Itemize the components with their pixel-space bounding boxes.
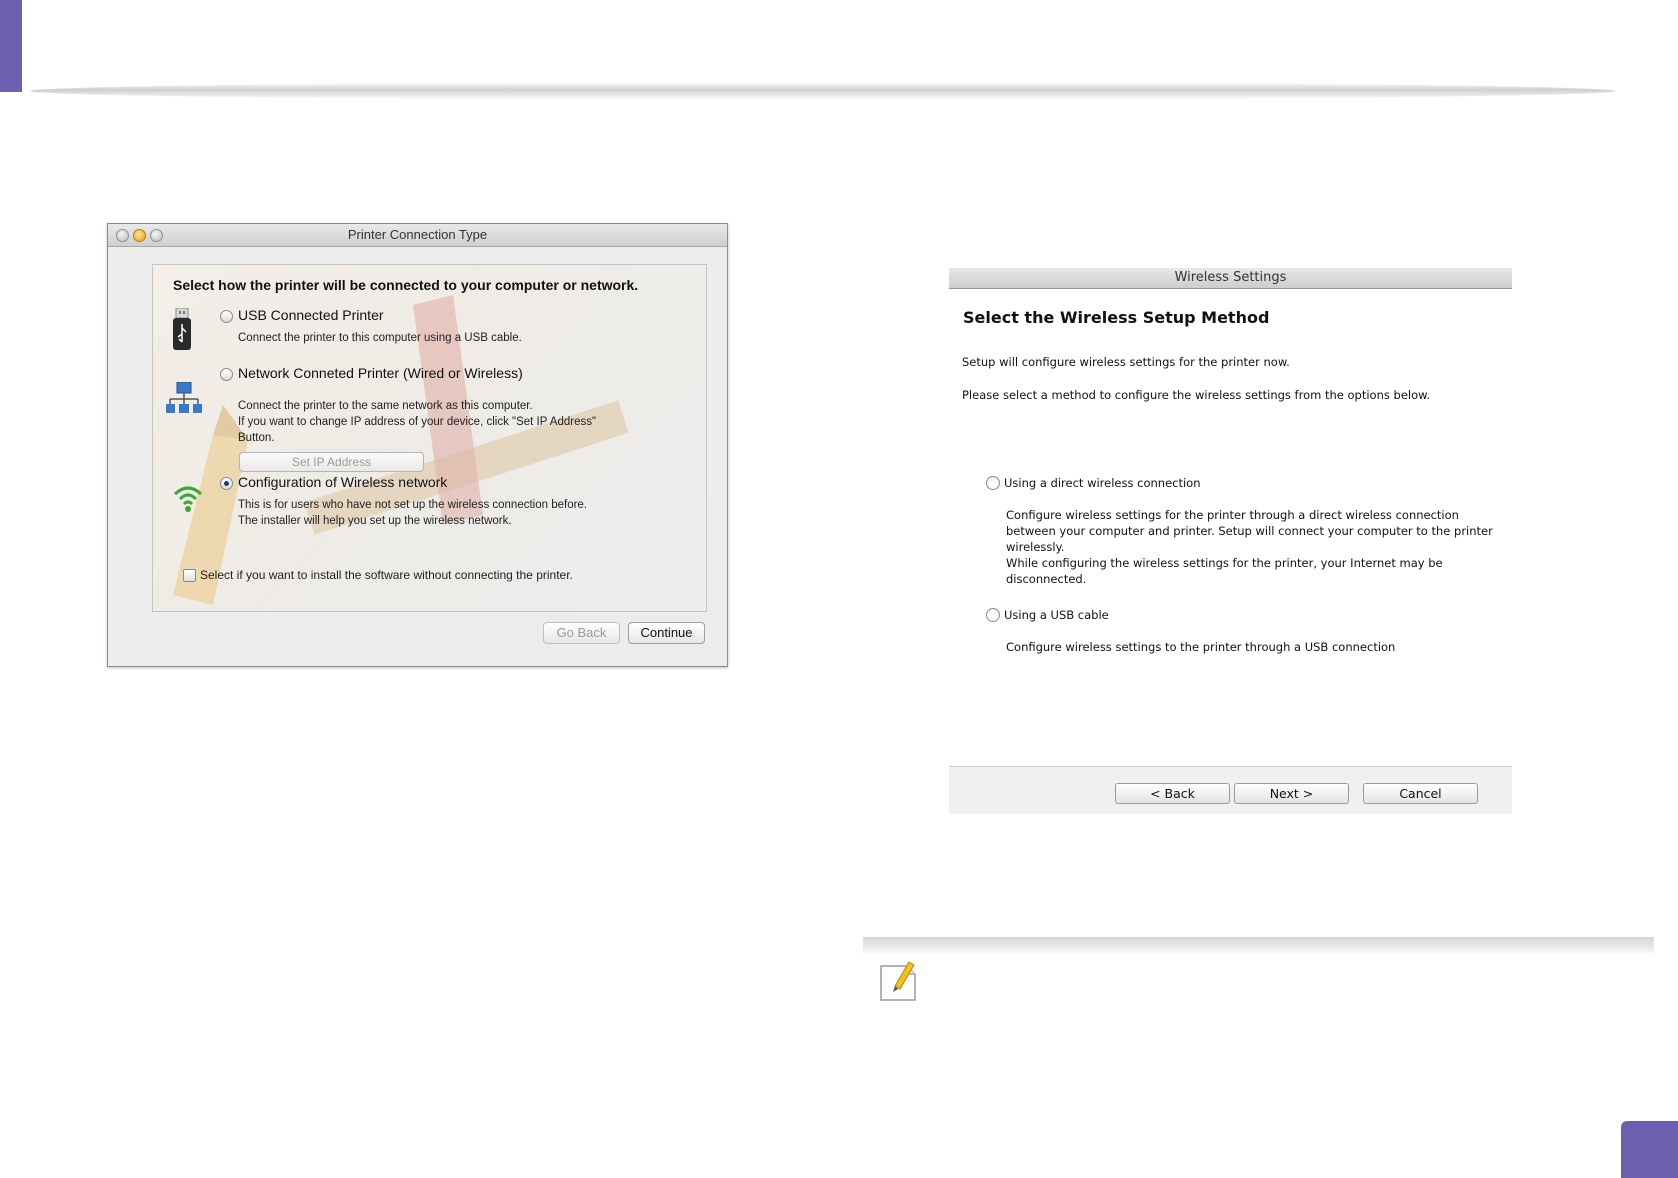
note-pencil-icon [877, 958, 921, 1004]
dialog-title: Wireless Settings [1174, 270, 1287, 285]
usb-cable-description: Configure wireless settings to the printer through a USB connection [1006, 640, 1396, 654]
network-connected-radio[interactable] [220, 368, 233, 381]
wireless-config-description: This is for users who have not set up the wireless connection before. The installer will help you set up the wireless network. [238, 499, 588, 527]
win-titlebar [949, 268, 1512, 289]
note-divider [863, 937, 1654, 955]
usb-cable-label[interactable]: Using a USB cable [1004, 608, 1109, 622]
install-without-connecting-label[interactable]: Select if you want to install the software without connecting the printer. [200, 568, 573, 582]
set-ip-address-button[interactable]: Set IP Address [239, 452, 424, 472]
continue-button[interactable]: Continue [628, 622, 705, 644]
network-connected-label[interactable]: Network Conneted Printer (Wired or Wireless) [238, 365, 523, 381]
usb-icon [171, 308, 193, 350]
wireless-settings-dialog [949, 268, 1512, 813]
usb-connected-radio[interactable] [220, 310, 233, 323]
page-number-badge [1621, 1121, 1678, 1178]
dialog-title: Printer Connection Type [347, 227, 488, 242]
usb-connected-label[interactable]: USB Connected Printer [238, 307, 384, 323]
printer-connection-dialog [107, 223, 728, 667]
go-back-button[interactable]: Go Back [543, 622, 620, 644]
usb-connected-description: Connect the printer to this computer using a USB cable. [238, 332, 522, 344]
install-without-connecting-checkbox[interactable] [183, 569, 196, 582]
setup-instruction-text: Please select a method to configure the wireless settings from the options below. [962, 388, 1431, 402]
network-icon [166, 382, 202, 414]
chapter-tab [0, 0, 22, 92]
cancel-button[interactable]: Cancel [1363, 783, 1478, 804]
wireless-config-radio[interactable] [220, 477, 233, 490]
back-button[interactable]: < Back [1115, 783, 1230, 804]
wireless-config-label[interactable]: Configuration of Wireless network [238, 474, 448, 490]
setup-intro-text: Setup will configure wireless settings for the printer now. [962, 355, 1290, 369]
usb-cable-radio[interactable] [986, 608, 1000, 622]
connection-prompt-heading: Select how the printer will be connected to your computer or network. [173, 277, 639, 293]
mac-titlebar [108, 224, 727, 247]
direct-wireless-description: Configure wireless settings for the printer through a direct wireless connection between your computer and printer. Setup will connect your computer to the printer wirelessly. While configuring the wireless settings for the printer, your Internet may be disconnected. [1006, 508, 1493, 586]
header-divider [30, 82, 1615, 100]
direct-wireless-radio[interactable] [986, 476, 1000, 490]
setup-method-heading: Select the Wireless Setup Method [963, 308, 1270, 327]
direct-wireless-label[interactable]: Using a direct wireless connection [1004, 476, 1201, 490]
wifi-icon [173, 484, 203, 512]
next-button[interactable]: Next > [1234, 783, 1349, 804]
network-connected-description: Connect the printer to the same network as this computer. If you want to change IP address of your device, click "Set IP Address" Button. [238, 400, 597, 444]
